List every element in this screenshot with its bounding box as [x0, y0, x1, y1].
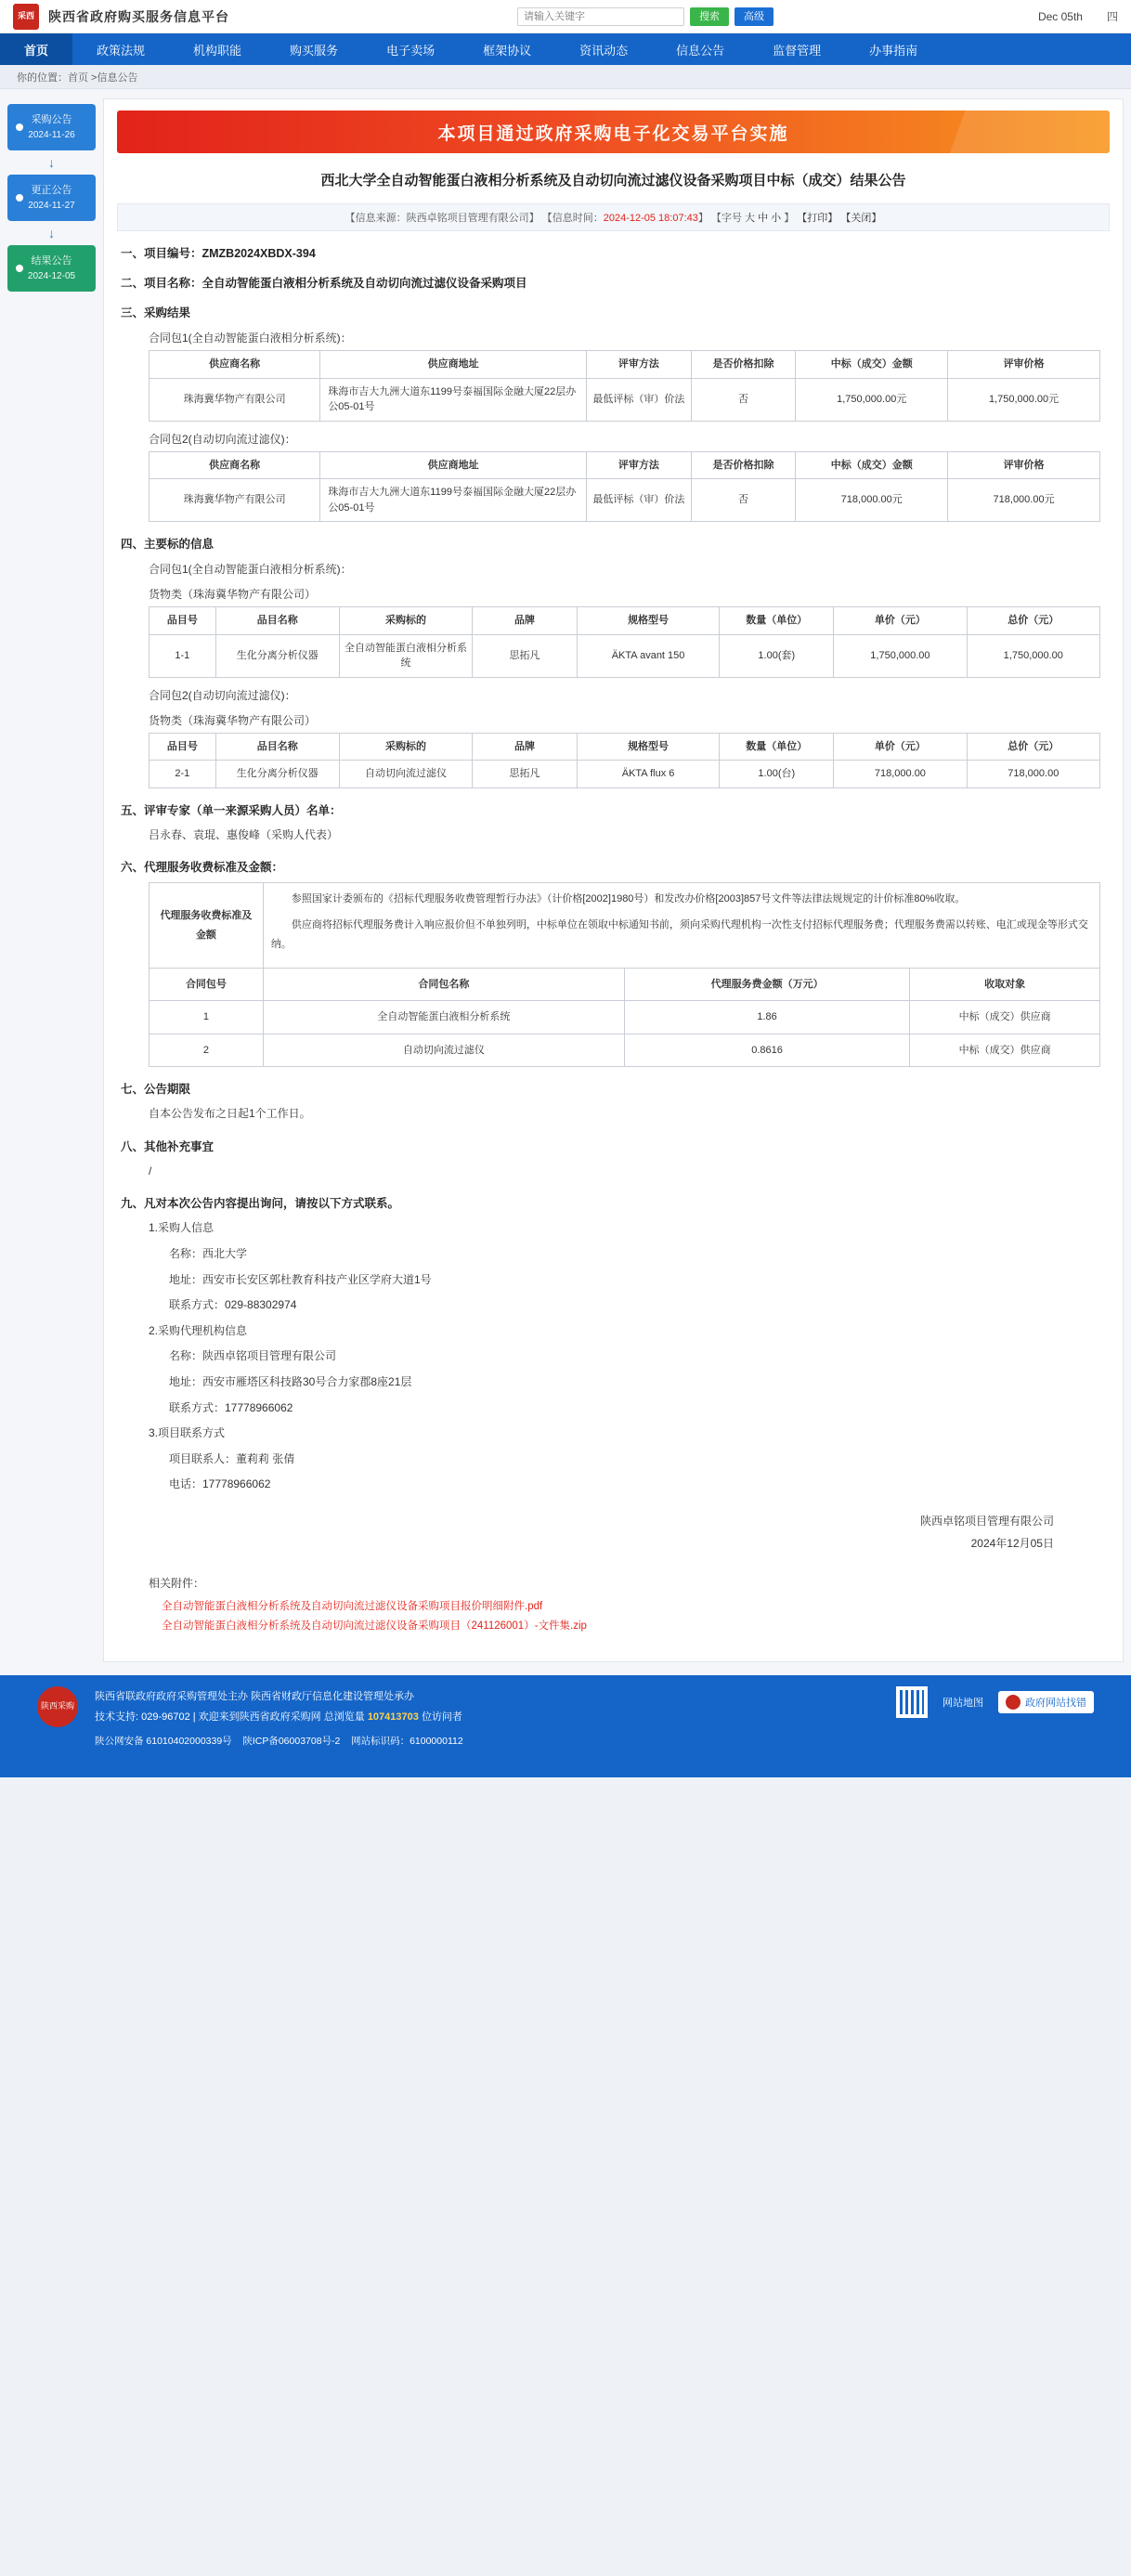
cell-total-price: 718,000.00 — [967, 761, 1099, 788]
project-contact-person: 项目联系人：董莉莉 张倩 — [169, 1451, 295, 1465]
th-procurement-target: 采购标的 — [339, 733, 472, 761]
step-title: 采购公告 — [31, 114, 72, 126]
buyer-name: 名称：西北大学 — [169, 1246, 248, 1260]
cell-item-name: 生化分离分析仪器 — [215, 761, 339, 788]
signature-block — [117, 1510, 1054, 1555]
footer-line-2 — [95, 1707, 462, 1727]
gov-badge-icon — [1006, 1695, 1020, 1710]
th-award-amount: 中标（成交）金额 — [796, 451, 948, 479]
step-title: 结果公告 — [31, 255, 72, 267]
section-7-period: 七、公告期限 — [121, 1083, 191, 1097]
th-total-price: 总价（元） — [967, 607, 1099, 635]
agency-title: 2.采购代理机构信息 — [149, 1323, 248, 1337]
section-3-result: 三、采购结果 — [121, 306, 191, 319]
th-price-deduction: 是否价格扣除 — [691, 451, 796, 479]
cell-package-name: 全自动智能蛋白液相分析系统 — [263, 1001, 624, 1034]
cell-review-price: 718,000.00元 — [948, 479, 1100, 522]
cell-award-amount: 1,750,000.00元 — [796, 378, 948, 421]
section-5-experts: 五、评审专家（单一来源采购人员）名单： — [121, 803, 342, 817]
nav-item-purchase-service[interactable]: 购买服务 — [290, 43, 339, 58]
cell-item-no: 2-1 — [150, 761, 216, 788]
font-size-medium-link[interactable]: 中 — [758, 213, 769, 224]
nav-item-home[interactable]: 首页 — [0, 33, 72, 65]
cell-supplier-name: 珠海冀华物产有限公司 — [150, 479, 320, 522]
th-review-price: 评审价格 — [948, 451, 1100, 479]
site-logo-text: 采西 — [17, 11, 34, 20]
gov-badge-label: 政府网站找错 — [1025, 1697, 1086, 1709]
footer-support: 技术支持: 029-96702 | 欢迎来到陕西省政府采购网 总浏览量 — [95, 1711, 365, 1723]
footer-site-code: 网站标识码：6100000112 — [351, 1735, 463, 1747]
th-supplier-address: 供应商地址 — [320, 451, 587, 479]
attachments-list — [117, 1598, 1110, 1633]
meta-bar — [117, 203, 1110, 231]
nav-item-framework[interactable]: 框架协议 — [483, 43, 532, 58]
buyer-title: 1.采购人信息 — [149, 1221, 214, 1235]
th-brand: 品牌 — [473, 733, 578, 761]
cell-model: ÄKTA flux 6 — [577, 761, 720, 788]
footer-visit-suffix: 位访问者 — [421, 1711, 462, 1723]
meta-source-end: 】 — [528, 213, 540, 224]
cell-review-method: 最低评标（审）价法 — [587, 378, 692, 421]
step-purchase-announcement[interactable] — [7, 104, 96, 150]
nav-item-guide[interactable]: 办事指南 — [869, 43, 918, 58]
section-4-goods: 四、主要标的信息 — [121, 538, 214, 551]
signature-org: 陕西卓铭项目管理有限公司 — [919, 1514, 1054, 1528]
th-item-name: 品目名称 — [215, 607, 339, 635]
search-input[interactable] — [517, 7, 684, 26]
nav-item-policy[interactable]: 政策法规 — [97, 43, 146, 58]
section-1-project-number: 一、项目编号：ZMZB2024XBDX-394 — [121, 247, 316, 260]
cell-item-name: 生化分离分析仪器 — [215, 634, 339, 677]
cell-review-method: 最低评标（审）价法 — [587, 479, 692, 522]
main-nav — [0, 33, 1131, 65]
footer-text-block — [95, 1686, 462, 1727]
current-date: Dec 05th — [1037, 9, 1083, 23]
th-unit-price: 单价（元） — [834, 733, 967, 761]
goods-table-package1 — [149, 606, 1100, 678]
section-6-agency-fee: 六、代理服务收费标准及金额： — [121, 861, 284, 875]
table-row — [150, 969, 1100, 1001]
goods-package1-label: 合同包1(全自动智能蛋白液相分析系统)： — [149, 563, 352, 576]
table-row — [150, 1034, 1100, 1066]
expert-list: 吕永春、袁琨、惠俊峰（采购人代表） — [149, 827, 339, 841]
th-item-name: 品目名称 — [215, 733, 339, 761]
meta-time: 2024-12-05 18:07:43 — [603, 213, 698, 224]
cell-supplier-address: 珠海市吉大九洲大道东1199号泰福国际金融大厦22层办公05-01号 — [320, 378, 587, 421]
step-date: 2024-12-05 — [27, 270, 76, 281]
th-supplier-address: 供应商地址 — [320, 351, 587, 379]
footer-seal-text: 陕西采购 — [40, 1701, 74, 1711]
table-row — [150, 634, 1100, 677]
footer-undertaker: 陕西省财政厅信息化建设管理处承办 — [251, 1690, 415, 1702]
announcement-document — [103, 98, 1124, 1662]
section-8-other: 八、其他补充事宜 — [121, 1139, 214, 1153]
cell-supplier-address: 珠海市吉大九洲大道东1199号泰福国际金融大厦22层办公05-01号 — [320, 479, 587, 522]
table-row — [150, 761, 1100, 788]
cell-item-no: 1-1 — [150, 634, 216, 677]
section-9-contact: 九、凡对本次公告内容提出询问，请按以下方式联系。 — [121, 1197, 400, 1211]
goods-package2-type: 货物类（珠海冀华物产有限公司） — [149, 713, 317, 727]
footer-police-record[interactable]: 陕公网安备 61010402000339号 — [95, 1735, 232, 1747]
footer-organizer: 陕西省联政府政府采购管理处主办 — [95, 1690, 248, 1702]
th-review-method: 评审方法 — [587, 351, 692, 379]
nav-item-functions[interactable]: 机构职能 — [193, 43, 242, 58]
cell-price-deduction: 否 — [691, 378, 796, 421]
result-package2-label: 合同包2(自动切向流过滤仪)： — [149, 432, 296, 446]
cell-review-price: 1,750,000.00元 — [948, 378, 1100, 421]
fee-standard-label: 代理服务收费标准及金额 — [150, 883, 264, 969]
close-link[interactable]: 【关闭】 — [840, 213, 882, 224]
agency-name: 名称：陕西卓铭项目管理有限公司 — [169, 1349, 337, 1363]
buyer-address: 地址：西安市长安区郭杜教育科技产业区学府大道1号 — [169, 1272, 432, 1286]
step-title: 更正公告 — [31, 185, 72, 197]
table-row — [150, 1001, 1100, 1034]
goods-package2-label: 合同包2(自动切向流过滤仪)： — [149, 688, 296, 702]
cell-package-name: 自动切向流过滤仪 — [263, 1034, 624, 1066]
th-award-amount: 中标（成交）金额 — [796, 351, 948, 379]
step-dot-icon — [16, 265, 23, 272]
print-link[interactable]: 【打印】 — [797, 213, 838, 224]
agency-tel: 联系方式：17778966062 — [169, 1400, 293, 1414]
table-row — [150, 378, 1100, 421]
cell-award-amount: 718,000.00元 — [796, 479, 948, 522]
footer-bottom — [0, 1727, 1131, 1751]
cell-brand: 思拓凡 — [473, 761, 578, 788]
period-text: 自本公告发布之日起1个工作日。 — [149, 1107, 311, 1121]
th-model: 规格型号 — [577, 607, 720, 635]
fee-para-1: 参照国家计委颁布的《招标代理服务收费管理暂行办法》（计价格[2002]1980号）和发改办价格[2003]857号文件等法律法规规定的计价标准80%收取。 — [291, 893, 966, 905]
th-price-deduction: 是否价格扣除 — [691, 351, 796, 379]
result-package1-label: 合同包1(全自动智能蛋白液相分析系统)： — [149, 332, 352, 345]
cell-model: ÄKTA avant 150 — [577, 634, 720, 677]
th-item-no: 品目号 — [150, 733, 216, 761]
th-package-no: 合同包号 — [150, 969, 264, 1001]
goods-package1-type: 货物类（珠海冀华物产有限公司） — [149, 588, 317, 601]
footer-icp[interactable]: 陕ICP备06003708号-2 — [242, 1735, 341, 1747]
step-correction-announcement[interactable] — [7, 175, 96, 221]
th-model: 规格型号 — [577, 733, 720, 761]
table-row — [150, 883, 1100, 969]
th-fee-amount: 代理服务费金额（万元） — [624, 969, 909, 1001]
site-footer — [0, 1675, 1131, 1777]
cell-procurement-target: 全自动智能蛋白液相分析系统 — [339, 634, 472, 677]
step-result-announcement[interactable] — [7, 245, 96, 292]
cell-quantity: 1.00(套) — [720, 634, 834, 677]
signature-date: 2024年12月05日 — [970, 1536, 1054, 1550]
fee-para-2: 供应商将招标代理服务费计入响应报价但不单独列明，中标单位在领取中标通知书前，须向采购代理机构一次性支付招标代理服务费；代理服务费需以转账、电汇或现金等形式交纳。 — [270, 919, 1088, 950]
cell-fee-payer: 中标（成交）供应商 — [910, 1034, 1100, 1066]
meta-font-label: 【字号 — [710, 213, 742, 224]
site-map-link[interactable]: 网站地图 — [942, 1697, 983, 1709]
step-date: 2024-11-27 — [28, 200, 75, 211]
th-total-price: 总价（元） — [967, 733, 1099, 761]
fee-standard-text — [263, 883, 1099, 969]
meta-time-end: 】 — [697, 213, 708, 224]
th-quantity: 数量（单位） — [720, 733, 834, 761]
th-unit-price: 单价（元） — [834, 607, 967, 635]
step-dot-icon — [16, 124, 23, 131]
footer-line-1 — [95, 1686, 462, 1707]
goods-table-package2 — [149, 733, 1100, 788]
gov-website-badge[interactable] — [998, 1691, 1094, 1713]
cell-supplier-name: 珠海冀华物产有限公司 — [150, 378, 320, 421]
step-date: 2024-11-26 — [28, 129, 75, 140]
qr-code-icon — [896, 1686, 928, 1718]
cell-fee-amount: 1.86 — [624, 1001, 909, 1034]
th-supplier-name: 供应商名称 — [150, 451, 320, 479]
buyer-tel: 联系方式：029-88302974 — [169, 1298, 297, 1312]
nav-item-emarket[interactable]: 电子卖场 — [386, 43, 436, 58]
meta-font-end: 】 — [784, 213, 795, 224]
table-row — [150, 479, 1100, 522]
page-title: 西北大学全自动智能蛋白液相分析系统及自动切向流过滤仪设备采购项目中标（成交）结果公告 — [320, 173, 906, 189]
th-review-price: 评审价格 — [948, 351, 1100, 379]
th-quantity: 数量（单位） — [720, 607, 834, 635]
th-review-method: 评审方法 — [587, 451, 692, 479]
font-size-small-link[interactable]: 小 — [771, 213, 782, 224]
font-size-large-link[interactable]: 大 — [745, 213, 756, 224]
attachment-link-zip[interactable]: 全自动智能蛋白液相分析系统及自动切向流过滤仪设备采购项目（241126001）-文件集.zip — [162, 1620, 587, 1632]
nav-item-news[interactable]: 资讯动态 — [579, 43, 629, 58]
attachments-title: 相关附件： — [149, 1576, 205, 1590]
cell-package-no: 1 — [150, 1001, 264, 1034]
th-item-no: 品目号 — [150, 607, 216, 635]
step-arrow-down-icon: ↓ — [48, 155, 55, 170]
agency-address: 地址：西安市雁塔区科技路30号合力家郡8座21层 — [169, 1374, 412, 1388]
cell-unit-price: 718,000.00 — [834, 761, 967, 788]
cell-quantity: 1.00(台) — [720, 761, 834, 788]
current-weekday: 四 — [1106, 10, 1118, 23]
agency-fee-table — [149, 882, 1100, 1067]
cell-total-price: 1,750,000.00 — [967, 634, 1099, 677]
attachment-link-pdf[interactable]: 全自动智能蛋白液相分析系统及自动切向流过滤仪设备采购项目报价明细附件.pdf — [162, 1600, 543, 1612]
step-dot-icon — [16, 194, 23, 202]
footer-right — [896, 1686, 1094, 1718]
footer-visit-count: 107413703 — [367, 1711, 419, 1723]
platform-banner: 本项目通过政府采购电子化交易平台实施 — [117, 111, 1110, 153]
footer-seal-icon — [37, 1686, 78, 1727]
other-text: / — [149, 1164, 152, 1177]
step-arrow-down-icon: ↓ — [48, 226, 55, 241]
search-button[interactable]: 搜索 — [690, 7, 729, 26]
section-2-project-name: 二、项目名称：全自动智能蛋白液相分析系统及自动切向流过滤仪设备采购项目 — [121, 277, 527, 290]
project-contact-title: 3.项目联系方式 — [149, 1426, 226, 1440]
search-area — [517, 7, 774, 26]
cell-brand: 思拓凡 — [473, 634, 578, 677]
result-table-package2 — [149, 451, 1100, 523]
meta-source: 陕西卓铭项目管理有限公司 — [406, 213, 529, 224]
meta-source-label: 【信息来源： — [344, 213, 407, 224]
th-package-name: 合同包名称 — [263, 969, 624, 1001]
cell-price-deduction: 否 — [691, 479, 796, 522]
th-procurement-target: 采购标的 — [339, 607, 472, 635]
site-logo — [13, 4, 39, 30]
cell-fee-payer: 中标（成交）供应商 — [910, 1001, 1100, 1034]
date-area — [1038, 8, 1118, 24]
cell-package-no: 2 — [150, 1034, 264, 1066]
th-brand: 品牌 — [473, 607, 578, 635]
breadcrumb: 你的位置：首页 >信息公告 — [0, 65, 1131, 89]
nav-item-announcement[interactable]: 信息公告 — [676, 43, 725, 58]
site-title: 陕西省政府购买服务信息平台 — [48, 8, 229, 24]
th-fee-payer: 收取对象 — [910, 969, 1100, 1001]
top-bar — [0, 0, 1131, 33]
th-supplier-name: 供应商名称 — [150, 351, 320, 379]
body-wrap — [0, 89, 1131, 1662]
cell-unit-price: 1,750,000.00 — [834, 634, 967, 677]
cell-fee-amount: 0.8616 — [624, 1034, 909, 1066]
meta-time-label: 【信息时间： — [541, 213, 604, 224]
result-table-package1 — [149, 350, 1100, 422]
project-contact-tel: 电话：17778966062 — [169, 1477, 271, 1491]
nav-item-supervision[interactable]: 监督管理 — [773, 43, 822, 58]
advanced-search-button[interactable]: 高级 — [734, 7, 774, 26]
process-steps — [7, 98, 96, 292]
cell-procurement-target: 自动切向流过滤仪 — [339, 761, 472, 788]
